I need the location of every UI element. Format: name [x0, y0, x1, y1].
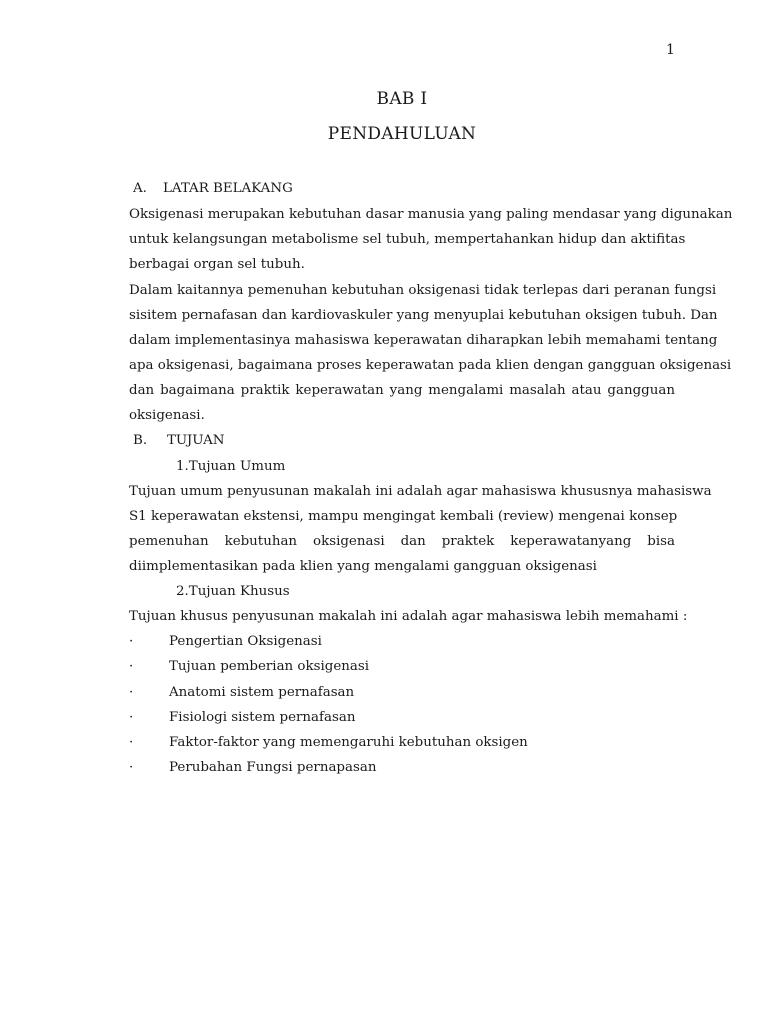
bullet-item: Pengertian Oksigenasi	[169, 634, 322, 649]
paragraph-line: pemenuhan kebutuhan oksigenasi dan praktek keperawatanyang bisa	[129, 534, 675, 549]
bullet-item: Fisiologi sistem pernafasan	[169, 710, 356, 725]
paragraph-line: S1 keperawatan ekstensi, mampu mengingat kembali (review) mengenai konsep	[129, 509, 678, 524]
paragraph-line: apa oksigenasi, bagaimana proses keperawatan pada klien dengan gangguan oksigenasi	[129, 358, 732, 373]
bullet-marker: ·	[129, 710, 134, 725]
paragraph-line: dalam implementasinya mahasiswa keperawatan diharapkan lebih memahami tentang	[129, 333, 718, 348]
page-number: 1	[666, 42, 675, 58]
section-b-letter: B.	[133, 433, 148, 448]
bullet-item: Perubahan Fungsi pernapasan	[169, 760, 377, 775]
paragraph-line: Dalam kaitannya pemenuhan kebutuhan oksigenasi tidak terlepas dari peranan fungsi	[129, 283, 717, 298]
paragraph-line: oksigenasi.	[129, 408, 205, 423]
bullet-item: Tujuan pemberian oksigenasi	[169, 659, 370, 674]
bullet-marker: ·	[129, 685, 134, 700]
bullet-marker: ·	[129, 634, 134, 649]
subsection-title: 2.Tujuan Khusus	[176, 584, 290, 599]
paragraph-line: dan bagaimana praktik keperawatan yang mengalami masalah atau gangguan	[129, 383, 675, 398]
paragraph-line: Tujuan khusus penyusunan makalah ini adalah agar mahasiswa lebih memahami :	[129, 609, 688, 624]
section-a-letter: A.	[133, 181, 147, 196]
paragraph-line: Oksigenasi merupakan kebutuhan dasar manusia yang paling mendasar yang digunakan	[129, 207, 733, 222]
subsection-title: 1.Tujuan Umum	[176, 459, 286, 474]
chapter-title: PENDAHULUAN	[327, 124, 477, 144]
section-b-title: TUJUAN	[167, 433, 225, 448]
paragraph-line: untuk kelangsungan metabolisme sel tubuh, mempertahankan hidup dan aktifitas	[129, 232, 686, 247]
bullet-marker: ·	[129, 760, 134, 775]
paragraph-line: Tujuan umum penyusunan makalah ini adalah agar mahasiswa khususnya mahasiswa	[129, 484, 712, 499]
bullet-marker: ·	[129, 735, 134, 750]
chapter-number: BAB I	[376, 89, 428, 109]
section-a-title: LATAR BELAKANG	[163, 181, 293, 196]
paragraph-line: diimplementasikan pada klien yang mengalami gangguan oksigenasi	[129, 559, 597, 574]
bullet-item: Anatomi sistem pernafasan	[169, 685, 355, 700]
bullet-item: Faktor-faktor yang memengaruhi kebutuhan oksigen	[169, 735, 528, 750]
paragraph-line: berbagai organ sel tubuh.	[129, 257, 305, 272]
paragraph-line: sisitem pernafasan dan kardiovaskuler yang menyuplai kebutuhan oksigen tubuh. Dan	[129, 308, 718, 323]
bullet-marker: ·	[129, 659, 134, 674]
